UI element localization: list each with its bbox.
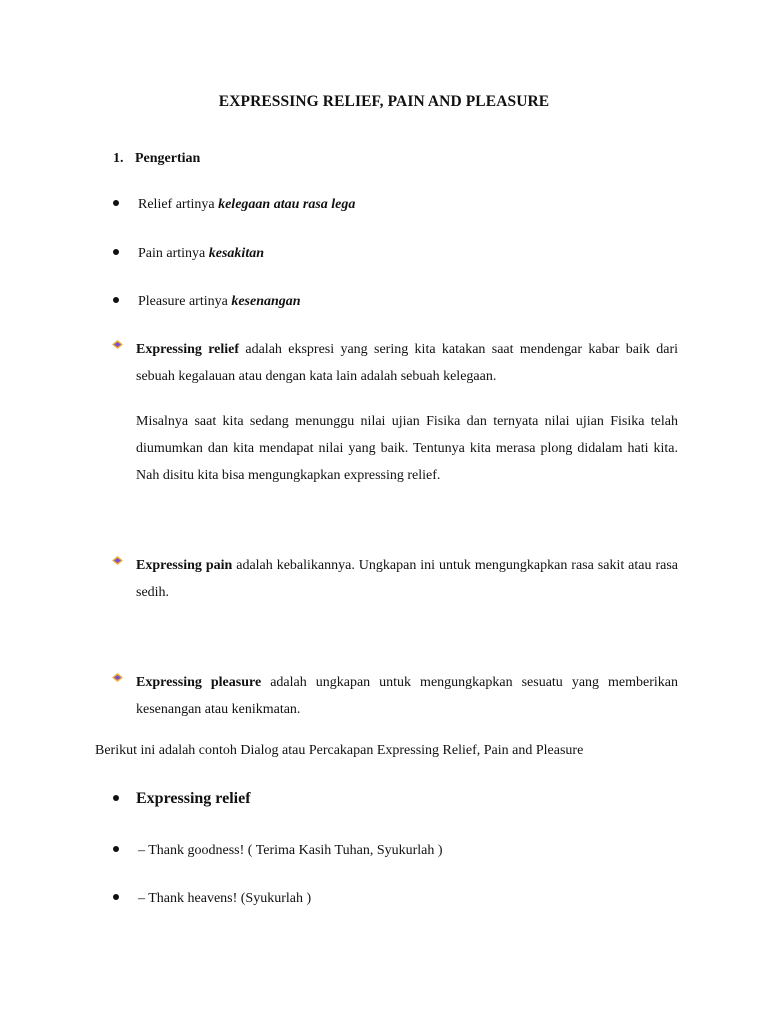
- definition-text: artinya: [175, 197, 215, 212]
- example-item: [113, 843, 443, 859]
- bullet-icon: [113, 297, 119, 303]
- explanation-text: adalah kebalikannya. Ungkapan ini untuk mengungkapkan rasa sakit atau rasa sedih.: [136, 558, 678, 600]
- definition-meaning: kesenangan: [231, 294, 301, 309]
- definition-item-pain: [113, 246, 264, 262]
- arrow-bullet-icon: [112, 340, 123, 349]
- example-text: – Thank heavens! (Syukurlah ): [138, 891, 312, 906]
- definition-term: Pain: [138, 246, 163, 261]
- definition-text: artinya: [166, 246, 206, 261]
- document-title: EXPRESSING RELIEF, PAIN AND PLEASURE: [218, 93, 550, 110]
- definition-meaning: kesakitan: [208, 246, 264, 261]
- example-text: – Thank goodness! ( Terima Kasih Tuhan, Syukurlah ): [138, 843, 443, 858]
- explanation-text: adalah ungkapan untuk mengungkapkan sesuatu yang memberikan kesenangan atau kenikmatan.: [136, 675, 679, 717]
- definition-item-relief: [113, 197, 355, 213]
- definition-term: Pleasure: [138, 294, 186, 309]
- examples-heading: [113, 790, 251, 808]
- explanation-term: Expressing pleasure: [136, 675, 262, 690]
- section-number: 1.: [113, 151, 124, 166]
- intro-line: Berikut ini adalah contoh Dialog atau Percakapan Expressing Relief, Pain and Pleasure: [95, 743, 584, 758]
- bullet-icon: [113, 249, 119, 255]
- explanation-pleasure: [112, 669, 678, 723]
- bullet-icon: [113, 200, 119, 206]
- section-label: Pengertian: [135, 151, 201, 166]
- arrow-bullet-icon: [112, 673, 123, 682]
- section-heading: [113, 151, 200, 167]
- definition-term: Relief: [138, 197, 173, 212]
- definition-item-pleasure: [113, 294, 301, 310]
- bullet-icon: [113, 795, 119, 801]
- arrow-bullet-icon: [112, 556, 123, 565]
- explanation-paragraph: [136, 669, 678, 723]
- examples-heading-label: Expressing relief: [136, 790, 251, 807]
- explanation-paragraph: [136, 552, 678, 606]
- example-paragraph: Misalnya saat kita sedang menunggu nilai ujian Fisika dan ternyata nilai ujian Fisika telah diumumkan dan kita mendapat nilai yang baik. Tentunya kita merasa plong didalam hati kita. Nah disitu kita bisa mengungkapkan expressing relief.: [136, 414, 678, 483]
- example-item: [113, 891, 311, 907]
- explanation-relief: [112, 336, 678, 489]
- definition-meaning: kelegaan atau rasa lega: [218, 197, 356, 212]
- explanation-pain: [112, 552, 678, 606]
- explanation-paragraph: [136, 336, 678, 390]
- explanation-term: Expressing relief: [136, 342, 240, 357]
- bullet-icon: [113, 894, 119, 900]
- definition-text: artinya: [188, 294, 228, 309]
- explanation-term: Expressing pain: [136, 558, 233, 573]
- bullet-icon: [113, 846, 119, 852]
- explanation-text: adalah ekspresi yang sering kita katakan saat mendengar kabar baik dari sebuah kegalauan atau dengan kata lain adalah sebuah kelegaan.: [136, 342, 679, 384]
